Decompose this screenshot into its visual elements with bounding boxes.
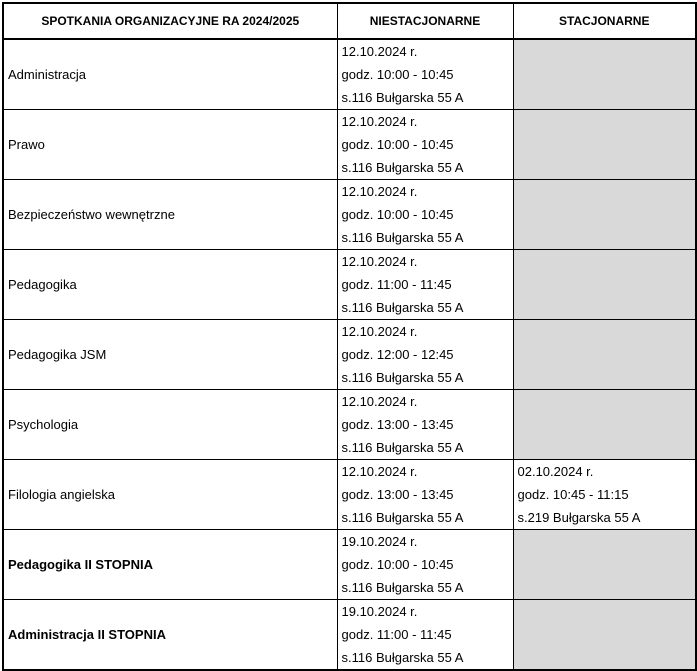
stacjonarne-empty-cell: [513, 110, 696, 180]
niestacjonarne-slot-line: godz. 11:00 - 11:45: [341, 627, 452, 642]
stacjonarne-empty-cell: [513, 530, 696, 600]
niestacjonarne-slot-line: 12.10.2024 r.: [341, 184, 418, 199]
table-row: [3, 390, 696, 460]
table-row: [3, 180, 696, 250]
header-program: SPOTKANIA ORGANIZACYJNE RA 2024/2025: [3, 3, 337, 39]
program-name: Administracja II STOPNIA: [3, 600, 337, 671]
niestacjonarne-slot-line: 12.10.2024 r.: [341, 254, 418, 269]
stacjonarne-slot-line: 02.10.2024 r.: [517, 464, 594, 479]
niestacjonarne-slot: [337, 39, 513, 110]
niestacjonarne-slot: [337, 110, 513, 180]
stacjonarne-slot: [513, 460, 696, 530]
table-row: [3, 530, 696, 600]
program-name: Prawo: [3, 110, 337, 180]
niestacjonarne-slot: [337, 320, 513, 390]
niestacjonarne-slot-line: s.116 Bułgarska 55 A: [341, 160, 464, 175]
table-row: [3, 600, 696, 671]
niestacjonarne-slot-line: s.116 Bułgarska 55 A: [341, 90, 464, 105]
niestacjonarne-slot-line: s.116 Bułgarska 55 A: [341, 370, 464, 385]
niestacjonarne-slot-line: 12.10.2024 r.: [341, 464, 418, 479]
niestacjonarne-slot-line: 12.10.2024 r.: [341, 394, 418, 409]
niestacjonarne-slot-line: godz. 10:00 - 10:45: [341, 207, 454, 222]
table-row: [3, 39, 696, 110]
niestacjonarne-slot-line: 12.10.2024 r.: [341, 324, 418, 339]
niestacjonarne-slot: [337, 250, 513, 320]
table-header: [3, 3, 696, 39]
niestacjonarne-slot-line: godz. 10:00 - 10:45: [341, 557, 454, 572]
niestacjonarne-slot-line: s.116 Bułgarska 55 A: [341, 510, 464, 525]
program-name: Administracja: [3, 39, 337, 110]
niestacjonarne-slot-line: s.116 Bułgarska 55 A: [341, 580, 464, 595]
header-stacjonarne: STACJONARNE: [513, 3, 696, 39]
header-niestacjonarne: NIESTACJONARNE: [337, 3, 513, 39]
table-body: [3, 39, 696, 670]
program-name: Pedagogika II STOPNIA: [3, 530, 337, 600]
niestacjonarne-slot: [337, 530, 513, 600]
niestacjonarne-slot-line: godz. 12:00 - 12:45: [341, 347, 454, 362]
stacjonarne-empty-cell: [513, 180, 696, 250]
niestacjonarne-slot-line: s.116 Bułgarska 55 A: [341, 440, 464, 455]
table-row: [3, 320, 696, 390]
niestacjonarne-slot-line: godz. 10:00 - 10:45: [341, 137, 454, 152]
program-name: Psychologia: [3, 390, 337, 460]
niestacjonarne-slot: [337, 180, 513, 250]
program-name: Filologia angielska: [3, 460, 337, 530]
niestacjonarne-slot-line: s.116 Bułgarska 55 A: [341, 230, 464, 245]
stacjonarne-empty-cell: [513, 250, 696, 320]
schedule-table: [2, 2, 697, 671]
stacjonarne-empty-cell: [513, 320, 696, 390]
stacjonarne-empty-cell: [513, 600, 696, 671]
stacjonarne-empty-cell: [513, 390, 696, 460]
stacjonarne-empty-cell: [513, 39, 696, 110]
niestacjonarne-slot-line: 19.10.2024 r.: [341, 534, 418, 549]
niestacjonarne-slot-line: godz. 10:00 - 10:45: [341, 67, 454, 82]
program-name: Pedagogika JSM: [3, 320, 337, 390]
niestacjonarne-slot: [337, 390, 513, 460]
program-name: Bezpieczeństwo wewnętrzne: [3, 180, 337, 250]
niestacjonarne-slot: [337, 460, 513, 530]
niestacjonarne-slot-line: 12.10.2024 r.: [341, 44, 418, 59]
niestacjonarne-slot-line: 19.10.2024 r.: [341, 604, 418, 619]
table-row: [3, 460, 696, 530]
niestacjonarne-slot-line: godz. 11:00 - 11:45: [341, 277, 452, 292]
niestacjonarne-slot-line: s.116 Bułgarska 55 A: [341, 300, 464, 315]
niestacjonarne-slot-line: 12.10.2024 r.: [341, 114, 418, 129]
program-name: Pedagogika: [3, 250, 337, 320]
niestacjonarne-slot-line: godz. 13:00 - 13:45: [341, 417, 454, 432]
niestacjonarne-slot-line: godz. 13:00 - 13:45: [341, 487, 454, 502]
header-row: [3, 3, 696, 39]
stacjonarne-slot-line: s.219 Bułgarska 55 A: [517, 510, 641, 525]
niestacjonarne-slot: [337, 600, 513, 671]
stacjonarne-slot-line: godz. 10:45 - 11:15: [517, 487, 629, 502]
niestacjonarne-slot-line: s.116 Bułgarska 55 A: [341, 650, 464, 665]
table-row: [3, 250, 696, 320]
table-row: [3, 110, 696, 180]
